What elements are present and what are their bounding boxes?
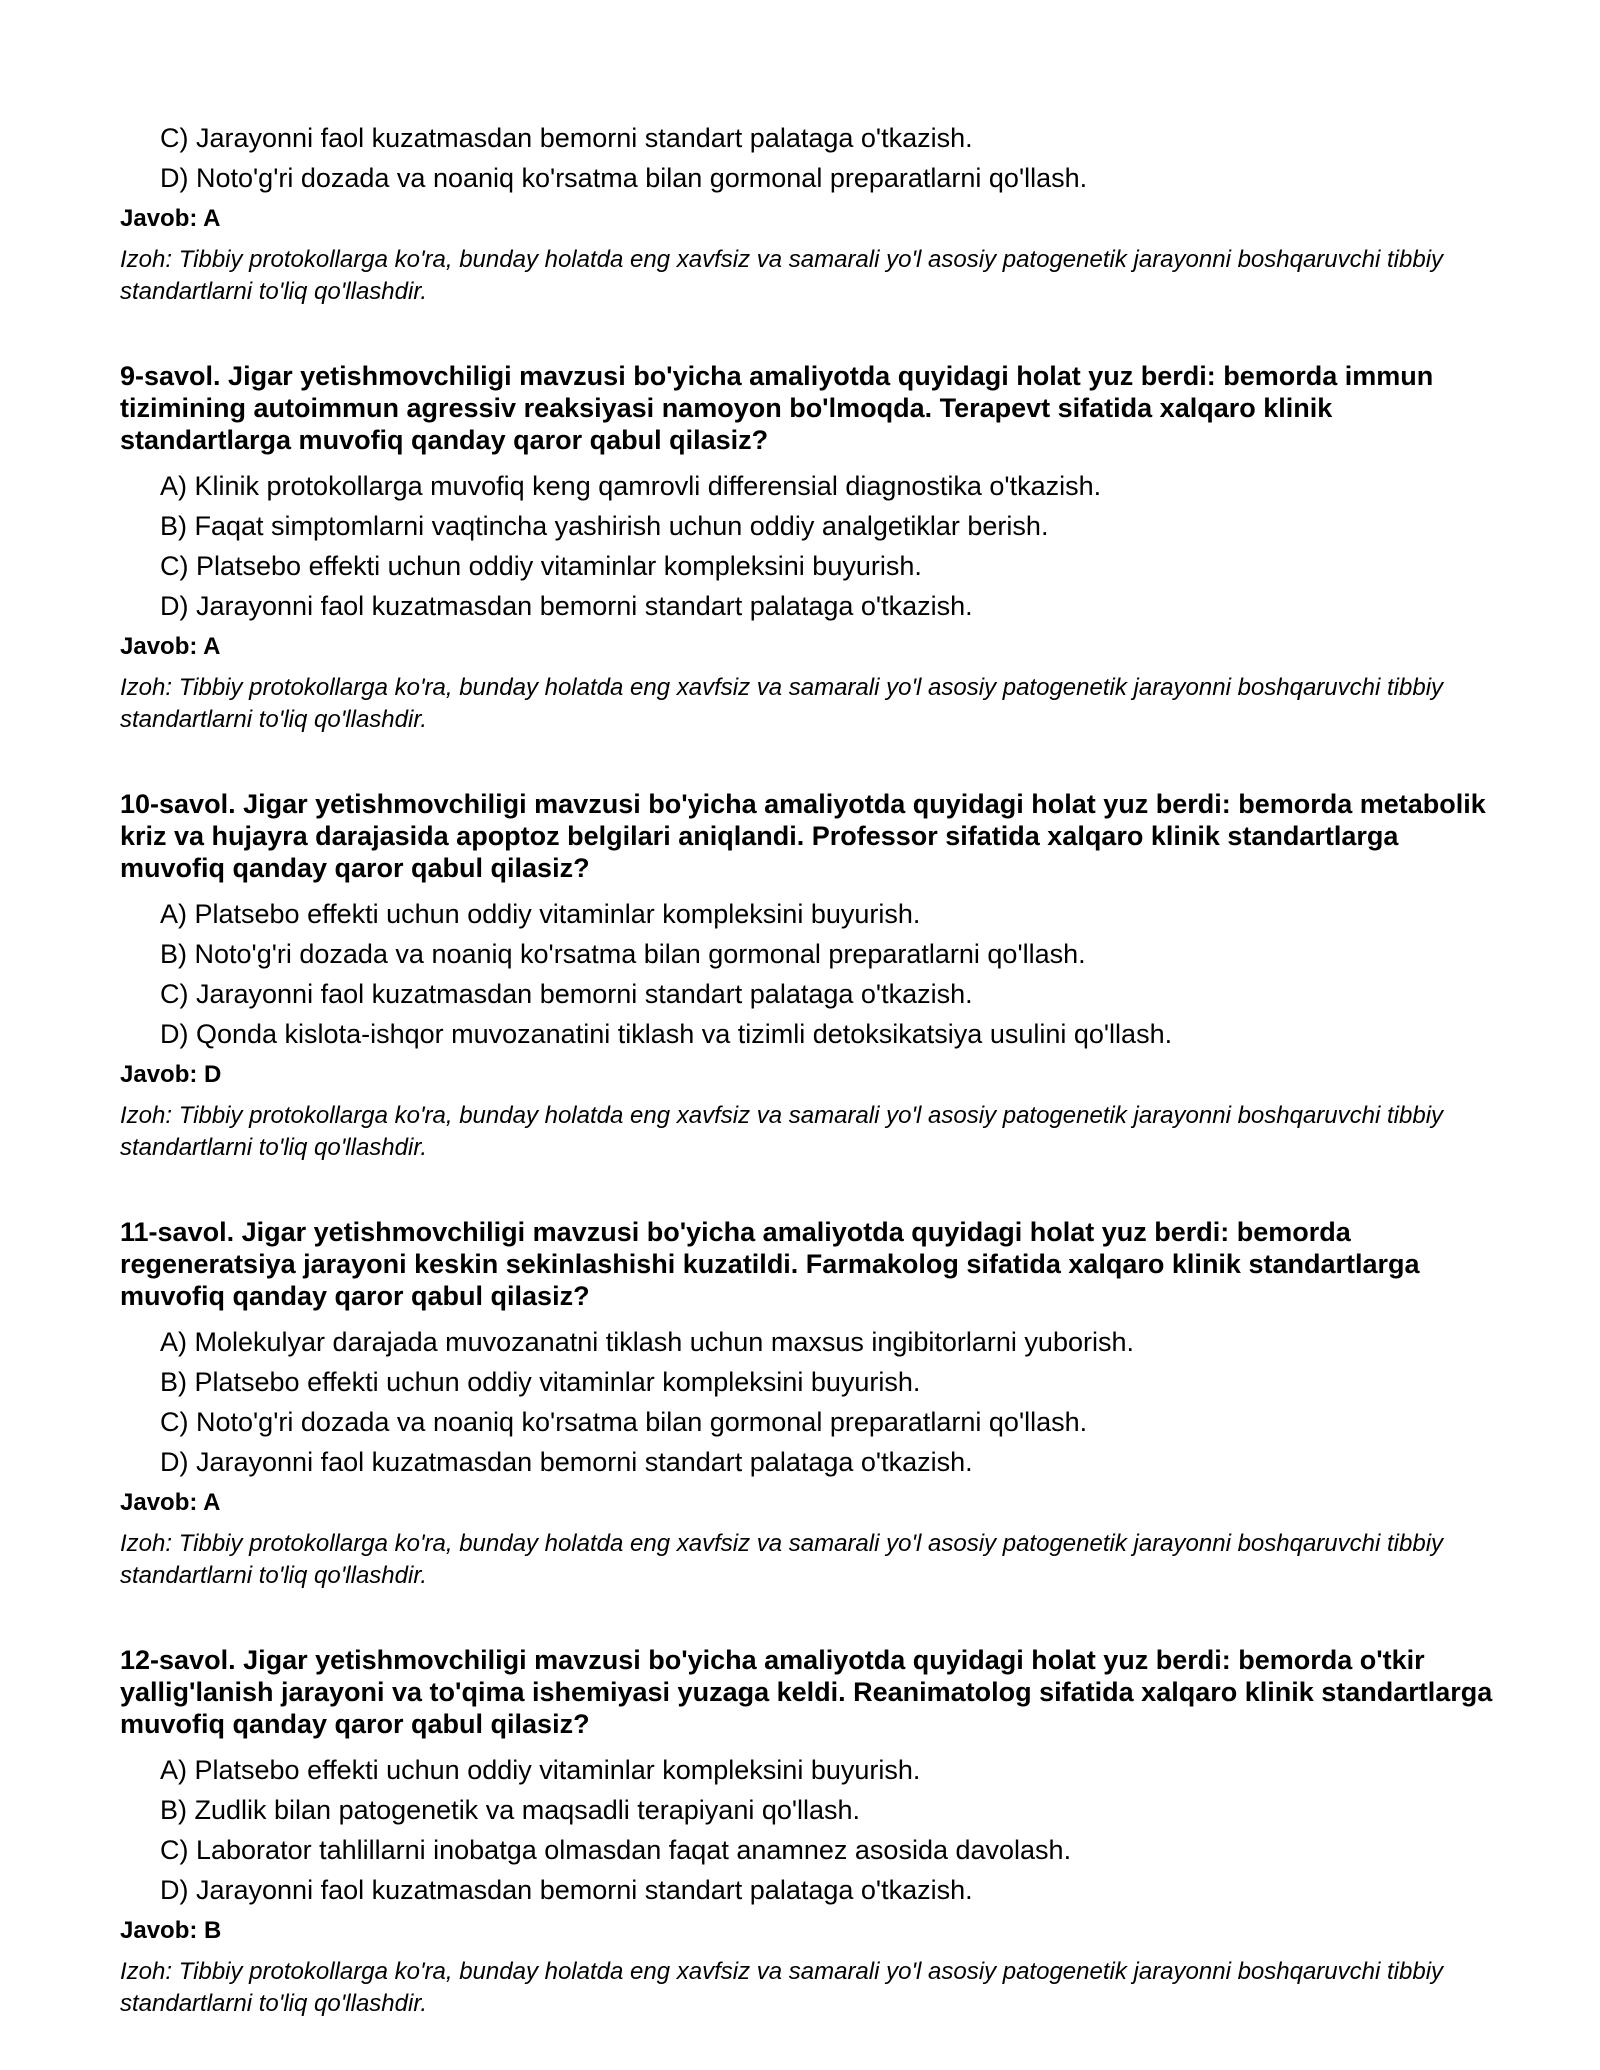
answer-label: Javob: D xyxy=(120,1061,222,1088)
explanation-note: Izoh: Tibbiy protokollarga ko'ra, bunday holatda eng xavfsiz va samarali yo'l asosiy patogenetik jarayonni boshqaruvchi tibbiy standartlarni to'liq qo'llashdir. xyxy=(120,674,1444,733)
explanation-note: Izoh: Tibbiy protokollarga ko'ra, bunday holatda eng xavfsiz va samarali yo'l asosiy patogenetik jarayonni boshqaruvchi tibbiy standartlarni to'liq qo'llashdir. xyxy=(120,246,1444,305)
option-a: A) Platsebo effekti uchun oddiy vitaminlar kompleksini buyurish. xyxy=(160,899,921,929)
option-b: B) Faqat simptomlarni vaqtincha yashirish uchun oddiy analgetiklar berish. xyxy=(160,511,1049,541)
option-b: B) Zudlik bilan patogenetik va maqsadli terapiyani qo'llash. xyxy=(160,1795,861,1825)
question-block-11 xyxy=(120,1216,1500,1592)
answer-label: Javob: A xyxy=(120,633,221,660)
option-d: D) Jarayonni faol kuzatmasdan bemorni standart palataga o'tkazish. xyxy=(160,591,973,621)
option-c: C) Noto'g'ri dozada va noaniq ko'rsatma bilan gormonal preparatlarni qo'llash. xyxy=(160,1407,1088,1437)
option-d: D) Jarayonni faol kuzatmasdan bemorni standart palataga o'tkazish. xyxy=(160,1447,973,1477)
option-a: A) Molekulyar darajada muvozanatni tiklash uchun maxsus ingibitorlarni yuborish. xyxy=(160,1327,1134,1357)
question-block-10 xyxy=(120,788,1500,1164)
option-c: C) Platsebo effekti uchun oddiy vitaminlar kompleksini buyurish. xyxy=(160,551,922,581)
option-c: C) Jarayonni faol kuzatmasdan bemorni standart palataga o'tkazish. xyxy=(160,979,973,1009)
option-b: B) Noto'g'ri dozada va noaniq ko'rsatma bilan gormonal preparatlarni qo'llash. xyxy=(160,939,1086,969)
explanation-note: Izoh: Tibbiy protokollarga ko'ra, bunday holatda eng xavfsiz va samarali yo'l asosiy patogenetik jarayonni boshqaruvchi tibbiy standartlarni to'liq qo'llashdir. xyxy=(120,1958,1444,2017)
question-text: 11-savol. Jigar yetishmovchiligi mavzusi bo'yicha amaliyotda quyidagi holat yuz berdi: bemorda regeneratsiya jarayoni keskin sekinlashishi kuzatildi. Farmakolog sifatida xalqaro klinik standartlarga muvofiq qanday qaror qabul qilasiz? xyxy=(120,1217,1420,1311)
carryover-block xyxy=(120,118,1500,308)
document-page xyxy=(120,118,1500,2020)
option-d: D) Jarayonni faol kuzatmasdan bemorni standart palataga o'tkazish. xyxy=(160,1875,973,1905)
explanation-note: Izoh: Tibbiy protokollarga ko'ra, bunday holatda eng xavfsiz va samarali yo'l asosiy patogenetik jarayonni boshqaruvchi tibbiy standartlarni to'liq qo'llashdir. xyxy=(120,1102,1444,1161)
option-c: C) Laborator tahlillarni inobatga olmasdan faqat anamnez asosida davolash. xyxy=(160,1835,1072,1865)
option-b: B) Platsebo effekti uchun oddiy vitaminlar kompleksini buyurish. xyxy=(160,1367,921,1397)
option-c: C) Jarayonni faol kuzatmasdan bemorni standart palataga o'tkazish. xyxy=(160,123,973,153)
question-text: 10-savol. Jigar yetishmovchiligi mavzusi bo'yicha amaliyotda quyidagi holat yuz berdi: bemorda metabolik kriz va hujayra darajasida apoptoz belgilari aniqlandi. Professor sifatida xalqaro klinik standartlarga muvofiq qanday qaror qabul qilasiz? xyxy=(120,789,1486,883)
explanation-note: Izoh: Tibbiy protokollarga ko'ra, bunday holatda eng xavfsiz va samarali yo'l asosiy patogenetik jarayonni boshqaruvchi tibbiy standartlarni to'liq qo'llashdir. xyxy=(120,1530,1444,1589)
option-d: D) Qonda kislota-ishqor muvozanatini tiklash va tizimli detoksikatsiya usulini qo'llash. xyxy=(160,1019,1173,1049)
answer-label: Javob: A xyxy=(120,205,221,232)
question-block-9 xyxy=(120,360,1500,736)
answer-label: Javob: A xyxy=(120,1489,221,1516)
question-text: 9-savol. Jigar yetishmovchiligi mavzusi bo'yicha amaliyotda quyidagi holat yuz berdi: bemorda immun tizimining autoimmun agressiv reaksiyasi namoyon bo'lmoqda. Terapevt sifatida xalqaro klinik standartlarga muvofiq qanday qaror qabul qilasiz? xyxy=(120,361,1434,455)
answer-label: Javob: B xyxy=(120,1917,222,1944)
option-a: A) Platsebo effekti uchun oddiy vitaminlar kompleksini buyurish. xyxy=(160,1755,921,1785)
question-text: 12-savol. Jigar yetishmovchiligi mavzusi bo'yicha amaliyotda quyidagi holat yuz berdi: bemorda o'tkir yallig'lanish jarayoni va to'qima ishemiyasi yuzaga keldi. Reanimatolog sifatida xalqaro klinik standartlarga muvofiq qanday qaror qabul qilasiz? xyxy=(120,1645,1493,1739)
option-a: A) Klinik protokollarga muvofiq keng qamrovli differensial diagnostika o'tkazish. xyxy=(160,471,1102,501)
option-d: D) Noto'g'ri dozada va noaniq ko'rsatma bilan gormonal preparatlarni qo'llash. xyxy=(160,163,1088,193)
question-block-12 xyxy=(120,1644,1500,2020)
